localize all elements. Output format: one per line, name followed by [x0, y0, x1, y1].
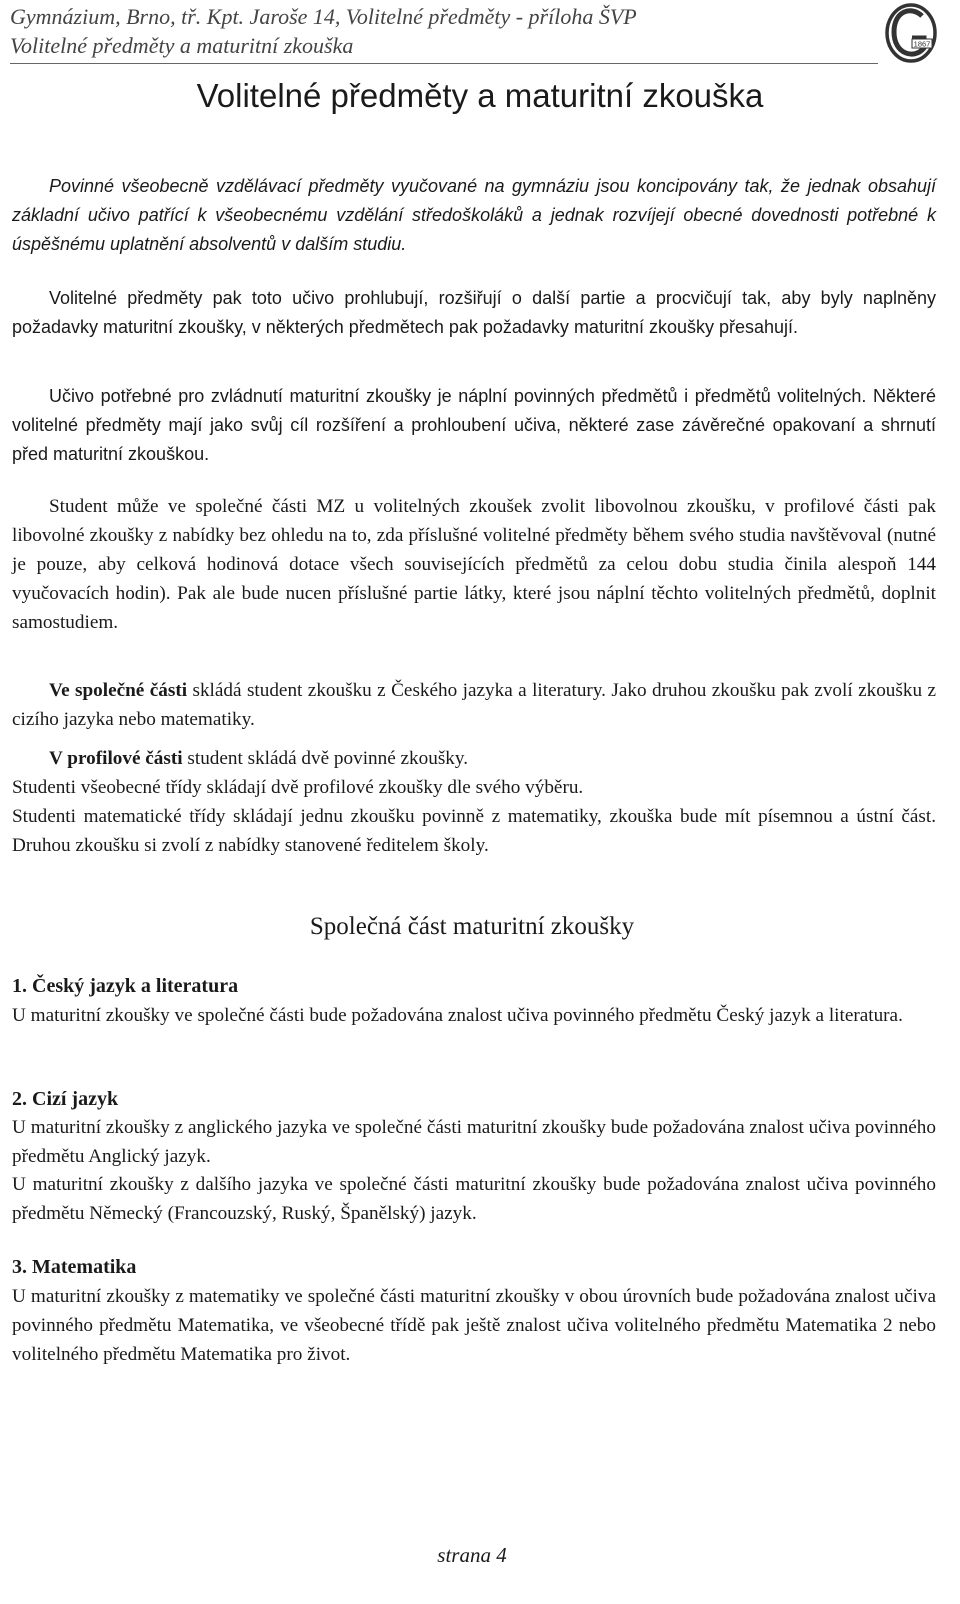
profile-part-text: student skládá dvě povinné zkoušky.	[182, 748, 469, 769]
intro-paragraph-2: Volitelné předměty pak toto učivo prohlubují, rozšiřují o další partie a procvičují tak, aby byly naplněny požadavky maturitní zkoušky, v některých předmětech pak požadavky maturitní zkoušky přesahují.	[12, 288, 936, 337]
page-number: strana 4	[437, 1543, 507, 1567]
intro-paragraph-3: Učivo potřebné pro zvládnutí maturitní zkoušky je náplní povinných předmětů i předmětů volitelných. Některé volitelné předměty mají jako svůj cíl rozšíření a prohloubení učiva, některé zase závěrečné opakovaní a shrnutí před maturitní zkouškou.	[12, 386, 936, 464]
body-paragraph-general-class: Studenti všeobecné třídy skládají dvě profilové zkoušky dle svého výběru.	[12, 777, 584, 798]
body-paragraph-profile-part	[12, 744, 936, 773]
page-title: Volitelné předměty a maturitní zkouška	[196, 77, 764, 114]
section-2-heading: 2. Cizí jazyk	[12, 1088, 119, 1110]
profile-part-label: V profilové části	[49, 748, 183, 769]
body-paragraph-exam-choice: Student může ve společné části MZ u volitelných zkoušek zvolit libovolnou zkoušku, v profilové části pak libovolné zkoušky z nabídky bez ohledu na to, zda příslušné volitelné předměty během svého studia navštěvoval (nutné je pouze, aby celková hodinová dotace všech souvisejících předmětů za celou dobu studia činila alespoň 144 vyučovacích hodin). Pak ale bude nucen příslušné partie látky, které jsou náplní těchto volitelných předmětů, doplnit samostudiem.	[12, 496, 936, 633]
body-paragraph-common-part	[12, 676, 936, 734]
intro-paragraph-1: Povinné všeobecně vzdělávací předměty vyučované na gymnáziu jsou koncipovány tak, že jednak obsahují základní učivo patřící k všeobecnému vzdělání středoškoláků a jednak rozvíjejí obecné dovednosti potřebné k úspěšnému uplatnění absolventů v dalším studiu.	[12, 176, 936, 254]
body-paragraph-math-class: Studenti matematické třídy skládají jednu zkoušku povinně z matematiky, zkouška bude mít písemnou a ústní část. Druhou zkoušku si zvolí z nabídky stanovené ředitelem školy.	[12, 806, 936, 856]
section-2-paragraph-1: U maturitní zkoušky z anglického jazyka ve společné části maturitní zkoušky bude požadována znalost učiva povinného předmětu Anglický jazyk.	[12, 1117, 936, 1167]
header-doc-line: Volitelné předměty a maturitní zkouška	[10, 33, 354, 58]
section-3-heading: 3. Matematika	[12, 1256, 137, 1278]
logo-year-text: 1867	[913, 39, 931, 49]
common-part-label: Ve společné části	[49, 680, 188, 701]
header-school-line: Gymnázium, Brno, tř. Kpt. Jaroše 14, Volitelné předměty - příloha ŠVP	[10, 4, 637, 29]
section-title: Společná část maturitní zkoušky	[309, 913, 635, 940]
section-1-heading: 1. Český jazyk a literatura	[12, 975, 239, 997]
header-divider	[10, 63, 878, 64]
section-1-paragraph: U maturitní zkoušky ve společné části bude požadována znalost učiva povinného předmětu Český jazyk a literatura.	[12, 1005, 903, 1026]
section-2-paragraph-2: U maturitní zkoušky z dalšího jazyka ve společné části maturitní zkoušky bude požadována znalost učiva povinného předmětu Německý (Francouzský, Ruský, Španělský) jazyk.	[12, 1174, 936, 1224]
common-part-text: skládá student zkoušku z Českého jazyka a literatury. Jako druhou zkoušku pak zvolí zkoušku z cizího jazyka nebo matematiky.	[12, 680, 936, 730]
section-3-paragraph: U maturitní zkoušky z matematiky ve společné části maturitní zkoušky v obou úrovních bude požadována znalost učiva povinného předmětu Matematika, ve všeobecné třídě pak ještě znalost učiva volitelného předmětu Matematika 2 nebo volitelného předmětu Matematika pro život.	[12, 1286, 936, 1365]
school-logo-icon	[882, 2, 940, 64]
page-header	[10, 2, 880, 60]
